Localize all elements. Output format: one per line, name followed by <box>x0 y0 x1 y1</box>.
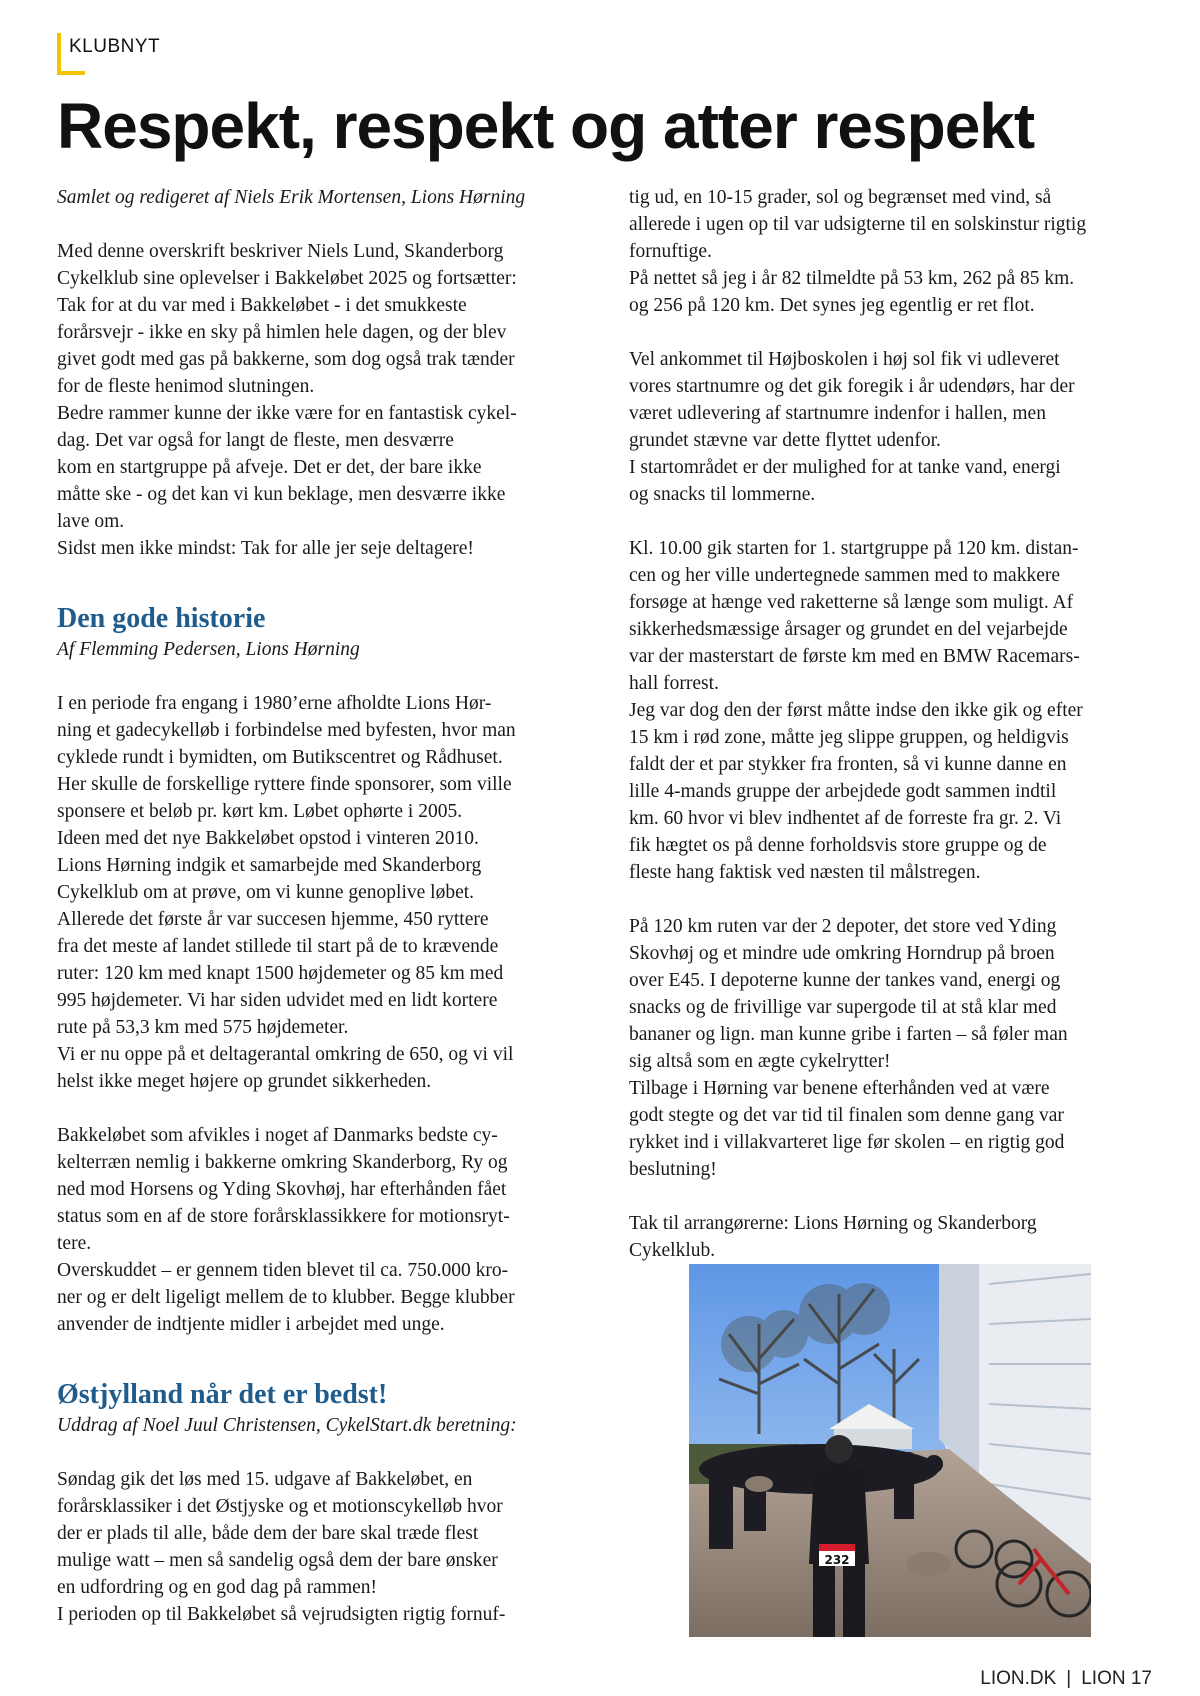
race-photo-illustration <box>689 1264 1091 1637</box>
subheading-east-jutland: Østjylland når det er bedst! <box>57 1379 388 1410</box>
article-headline: Respekt, respekt og atter respekt <box>57 90 1035 162</box>
subheading-good-story: Den gode historie <box>57 603 266 634</box>
page-footer <box>980 1668 1152 1690</box>
report-paragraph: tig ud, en 10-15 grader, sol og begrænset med vind, så allerede i ugen op til var udsigterne til en solskinstur rigtig fornuftige. På nettet så jeg i år 82 tilmeldte på 53 km, 262 på 85 km. og 256 på 120 km. Det synes jeg egentlig er ret flot. <box>629 187 1087 316</box>
history-paragraph-2: Bakkeløbet som afvikles i noget af Danmarks bedste cy- kelterræn nemlig i bakkerne omkring Skanderborg, Ry og ned mod Horsens og Yding Skovhøj, har efterhånden fået status som en af de store forårsklassikkere for motionsryt- tere. Overskuddet – er gennem tiden blevet til ca. 750.000 kro- ner og er delt ligeligt mellem de to klubber. Begge klubber anvender de indtjente midler i arbejdet med unge. <box>57 1125 515 1335</box>
report-paragraph: Vel ankommet til Højboskolen i høj sol fik vi udleveret vores startnumre og det gik foregik i år udendørs, har der været udlevering af startnumre indenfor i hallen, men grundet stævne var dette flyttet udenfor. I startområdet er der mulighed for at tanke vand, energi og snacks til lommerne. <box>629 349 1075 505</box>
race-photo <box>689 1264 1091 1637</box>
footer-page-number: LION 17 <box>1081 1668 1152 1689</box>
history-paragraph: I en periode fra engang i 1980’erne afholdte Lions Hør- ning et gadecykelløb i forbindelse med byfesten, hvor man cyklede rundt i bymidten, om Butikscentret og Rådhuset. Her skulle de forskellige ryttere finde sponsorer, som ville sponsere et beløb pr. kørt km. Løbet ophørte i 2005. Ideen med det nye Bakkeløbet opstod i vinteren 2010. Lions Hørning indgik et samarbejde med Skanderborg Cykelklub om at prøve, om vi kunne genoplive løbet. Allerede det første år var succesen hjemme, 450 ryttere fra det meste af landet stillede til start på de to krævende ruter: 120 km med knapt 1500 højdemeter og 85 km med 995 højdemeter. Vi har siden udvidet med en lidt kortere rute på 53,3 km med 575 højdemeter. Vi er nu oppe på et deltagerantal omkring de 650, og vi vil helst ikke meget højere op grundet sikkerheden. <box>57 693 516 1092</box>
intro-paragraph: Med denne overskrift beskriver Niels Lund, Skanderborg Cykelklub sine oplevelser i Bakkeløbet 2025 og fortsætter: Tak for at du var med i Bakkeløbet - i det smukkeste forårsvejr - ikke en sky på himlen hele dagen, og der blev givet godt med gas på bakkerne, som dog også trak tænder for de fleste henimod slutningen. Bedre rammer kunne der ikke være for en fantastisk cykel- dag. Det var også for langt de fleste, men desværre kom en startgruppe på afveje. Det er det, der bare ikke måtte ske - og det kan vi kun beklage, men desværre ikke lave om. Sidst men ikke mindst: Tak for alle jer seje deltagere! <box>57 241 517 559</box>
section-label: KLUBNYT <box>69 36 161 57</box>
bib-number: 232 <box>824 1553 850 1567</box>
report-paragraph: Kl. 10.00 gik starten for 1. startgruppe på 120 km. distan- cen og her ville undertegnede sammen med to makkere forsøge at hænge ved raketterne så længe som muligt. Af sikkerhedsmæssige årsager og grundet en del vejarbejde var der masterstart de første km med en BMW Racemars- hall forrest. Jeg var dog den der først måtte indse den ikke gik og efter 15 km i rød zone, måtte jeg slippe gruppen, og heldigvis faldt der et par stykker fra fronten, så vi kunne danne en lille 4-mands gruppe der arbejdede godt sammen indtil km. 60 hvor vi blev indhentet af de forreste fra gr. 2. Vi fik hægtet os på denne forholdsvis store gruppe og de fleste hang faktisk ved næsten til målstregen. <box>629 538 1083 883</box>
right-column <box>629 184 1159 1264</box>
report-paragraph: På 120 km ruten var der 2 depoter, det store ved Yding Skovhøj og et mindre ude omkring Horndrup på broen over E45. I depoterne kunne der tankes vand, energi og snacks og de frivillige var supergode til at stå klar med bananer og lign. man kunne gribe i farten – så føler man sig altså som en ægte cykelrytter! Tilbage i Hørning var benene efterhånden ved at være godt stegte og det var tid til finalen som denne gang var rykket ind i villakvarteret lige før skolen – en rigtig god beslutning! <box>629 916 1068 1180</box>
left-column <box>57 184 587 1628</box>
thanks-paragraph: Tak til arrangørerne: Lions Hørning og Skanderborg Cykelklub. <box>629 1213 1037 1261</box>
footer-separator: | <box>1066 1668 1072 1689</box>
subheading-byline: Af Flemming Pedersen, Lions Hørning <box>57 639 360 660</box>
report-paragraph: Søndag gik det løs med 15. udgave af Bakkeløbet, en forårsklassiker i det Østjyske og et motionscykelløb hvor der er plads til alle, både dem der bare skal træde flest mulige watt – men så sandelig også dem der bare ønsker en udfordring og en god dag på rammen! I perioden op til Bakkeløbet så vejrudsigten rigtig fornuf- <box>57 1469 506 1625</box>
subheading-byline: Uddrag af Noel Juul Christensen, CykelStart.dk beretning: <box>57 1415 517 1436</box>
footer-site: LION.DK <box>980 1668 1057 1689</box>
article-byline: Samlet og redigeret af Niels Erik Mortensen, Lions Hørning <box>57 187 526 208</box>
section-tag <box>57 33 161 75</box>
